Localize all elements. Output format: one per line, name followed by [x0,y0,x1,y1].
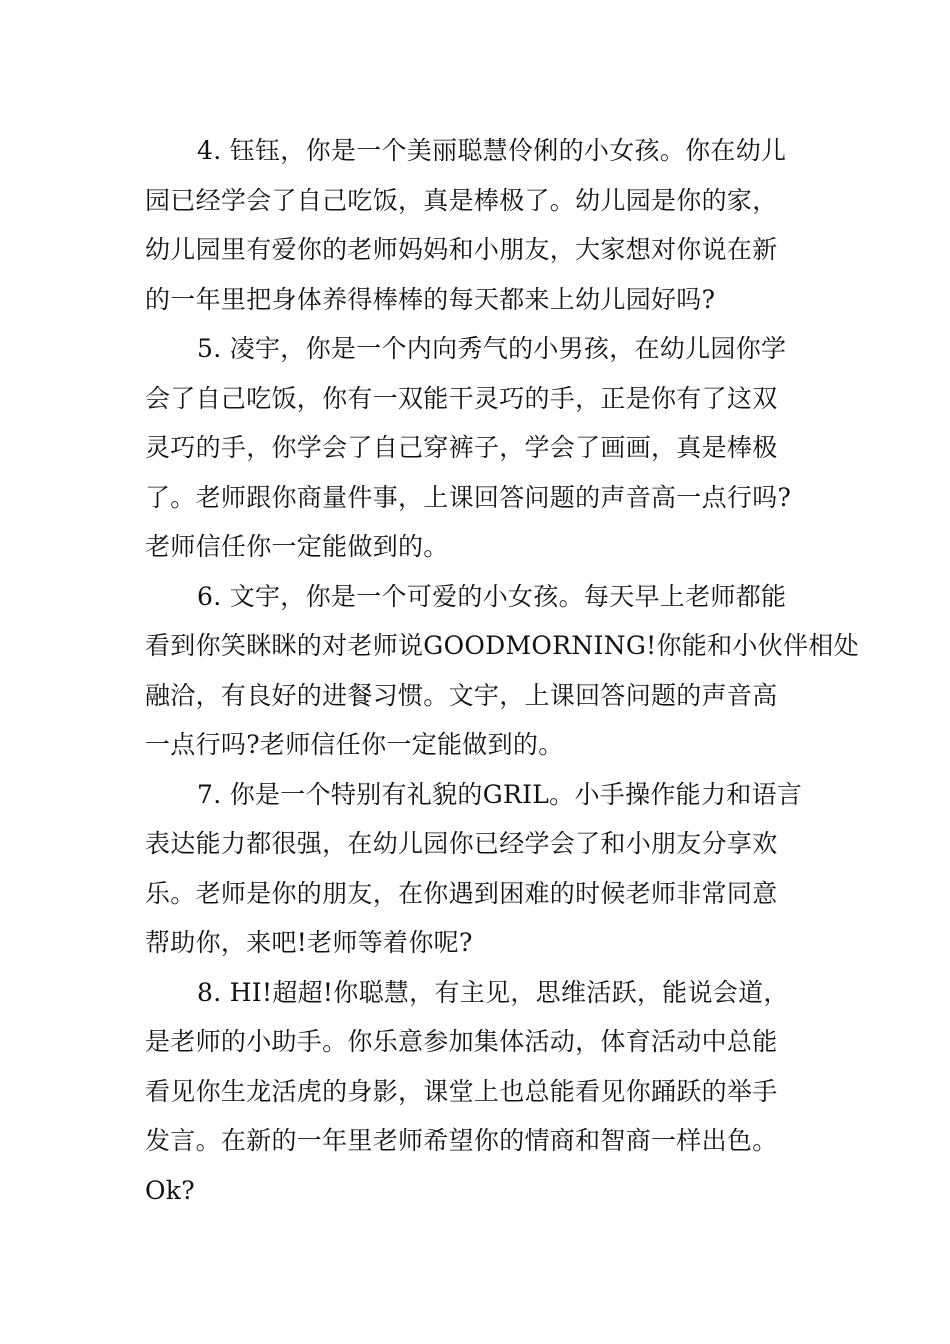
paragraph-line: 帮助你，来吧!老师等着你呢? [145,928,473,957]
paragraph-line: 发言。在新的一年里老师希望你的情商和智商一样出色。 [145,1126,778,1155]
paragraph-line: Ok? [145,1175,195,1205]
paragraph-6 [145,572,859,770]
paragraph-line: 4. 钰钰，你是一个美丽聪慧伶俐的小女孩。你在幼儿 [197,136,787,165]
paragraph-line: 是老师的小助手。你乐意参加集体活动，体育活动中总能 [145,1027,778,1056]
paragraph-line: 灵巧的手，你学会了自己穿裤子，学会了画画，真是棒极 [145,433,778,462]
paragraph-line: 6. 文宇，你是一个可爱的小女孩。每天早上老师都能 [197,581,787,611]
paragraph-line: 7. 你是一个特别有礼貌的GRIL。小手操作能力和语言 [197,779,803,809]
paragraph-line: 园已经学会了自己吃饭，真是棒极了。幼儿园是你的家， [145,185,778,215]
paragraph-line: 8. HI!超超!你聪慧，有主见，思维活跃，能说会道， [197,977,789,1007]
paragraph-line: 看到你笑眯眯的对老师说GOODMORNING!你能和小伙伴相处 [145,631,859,660]
paragraph-line: 的一年里把身体养得棒棒的每天都来上幼儿园好吗? [145,284,716,314]
paragraph-4 [145,126,817,324]
paragraph-line: 看见你生龙活虎的身影，课堂上也总能看见你踊跃的举手 [145,1076,778,1106]
document-body [145,126,859,1215]
paragraph-line: 一点行吗?老师信任你一定能做到的。 [145,730,564,759]
paragraph-line: 融洽，有良好的进餐习惯。文宇，上课回答问题的声音高 [145,680,778,710]
paragraph-line: 了。老师跟你商量件事，上课回答问题的声音高一点行吗? [145,482,792,512]
paragraph-8 [145,968,817,1216]
paragraph-7 [145,770,817,968]
paragraph-line: 会了自己吃饭，你有一双能干灵巧的手，正是你有了这双 [145,383,778,413]
paragraph-line: 老师信任你一定能做到的。 [145,532,449,561]
paragraph-line: 5. 凌宇，你是一个内向秀气的小男孩，在幼儿园你学 [197,334,787,363]
paragraph-line: 幼儿园里有爱你的老师妈妈和小朋友，大家想对你说在新 [145,235,778,264]
paragraph-5 [145,324,817,572]
paragraph-line: 表达能力都很强，在幼儿园你已经学会了和小朋友分享欢 [145,829,778,858]
paragraph-line: 乐。老师是你的朋友，在你遇到困难的时候老师非常同意 [145,878,778,908]
